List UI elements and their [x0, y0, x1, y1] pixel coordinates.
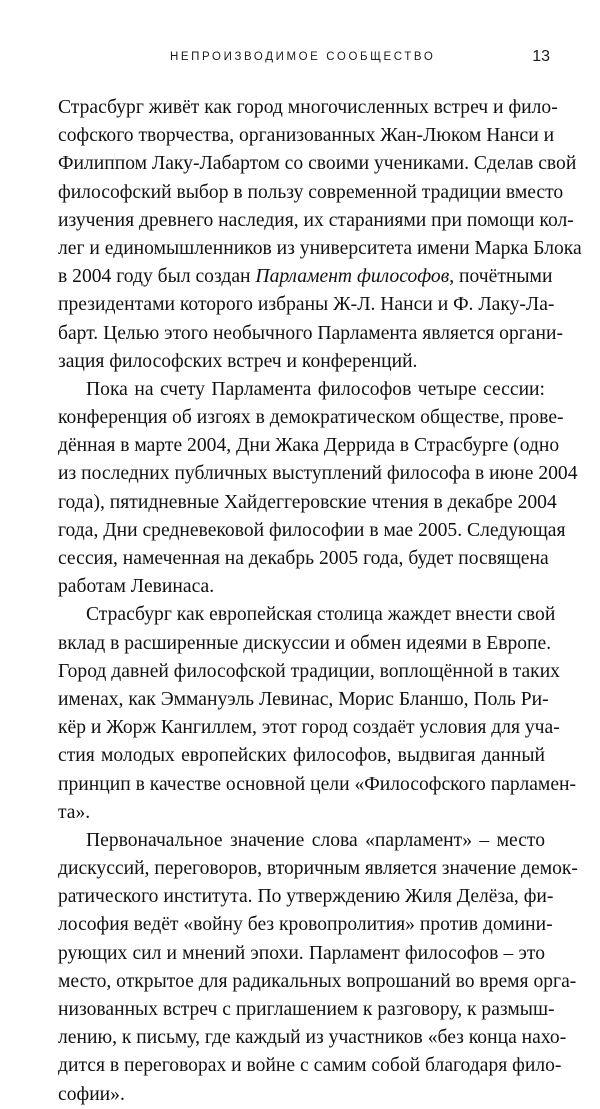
text-line: Страсбург как европейская столица жаждет внести свой: [86, 604, 556, 626]
text-run: , почётными: [449, 266, 553, 288]
text-line: Первоначальное значение слова «парламент» – место: [86, 829, 545, 851]
text-line: Филиппом Лаку-Лабартом со своими учениками. Сделав свой: [58, 153, 577, 175]
text-line: [58, 263, 553, 291]
page-number: 13: [532, 48, 550, 65]
text-line: работам Левинаса.: [58, 576, 215, 598]
text-line: Пока на счету Парламента философов четыре сессии:: [86, 378, 545, 400]
text-line: лению, к письму, где каждый из участников «без конца нахо-: [58, 1027, 567, 1049]
text-line: года), пятидневные Хайдеггеровские чтения в декабре 2004: [58, 491, 557, 513]
text-line: года, Дни средневековой философии в мае 2005. Следующая: [58, 519, 566, 541]
text-line: место, открытое для радикальных вопрошаний во время орга-: [58, 970, 577, 992]
text-line: вклад в расширенные дискуссии и обмен идеями в Европе.: [58, 632, 552, 654]
text-line: конференция об изгоях в демократическом обществе, прове-: [58, 407, 564, 429]
text-line: дится в переговорах и войне с самим собой благодаря фило-: [58, 1055, 562, 1077]
text-line: лег и единомышленников из университета имени Марка Блока: [58, 237, 582, 259]
text-line: философский выбор в пользу современной традиции вместо: [58, 181, 564, 203]
italic-title: Парламент философов: [255, 266, 450, 288]
body-text: [58, 94, 582, 1109]
text-line: рующих сил и мнений эпохи. Парламент философов – это: [58, 942, 545, 964]
text-line: сессия, намеченная на декабрь 2005 года, будет посвящена: [58, 548, 549, 569]
text-line: ратического института. По утверждению Жиля Делёза, фи-: [58, 886, 554, 908]
text-line: Город давней философской традиции, воплощённой в таких: [58, 660, 560, 682]
text-line: лософия ведёт «войну без кровопролития» против домини-: [58, 914, 553, 936]
text-line: кёр и Жорж Кангиллем, этот город создаёт условия для уча-: [58, 717, 560, 739]
text-line: принцип в качестве основной цели «Философского парламен-: [58, 773, 577, 795]
text-line: дискуссий, переговоров, вторичным является значение демок-: [58, 858, 578, 880]
text-line: софского творчества, организованных Жан-Люком Нанси и: [58, 125, 555, 147]
running-header: [58, 48, 550, 70]
text-line: барт. Целью этого необычного Парламента является органи-: [58, 322, 563, 344]
text-run: в 2004 году был создан: [58, 266, 256, 288]
text-line: стия молодых европейских философов, выдвигая данный: [58, 745, 545, 767]
text-line: зация философских встреч и конференций.: [58, 350, 418, 372]
paragraph: [58, 827, 578, 1109]
paragraph: [58, 601, 577, 827]
text-line: дённая в марте 2004, Дни Жака Деррида в Страсбурге (одно: [58, 435, 560, 457]
text-line: из последних публичных выступлений философа в июне 2004: [58, 463, 578, 485]
paragraph: [58, 376, 578, 602]
text-line: именах, как Эммануэль Левинас, Морис Бланшо, Поль Ри-: [58, 688, 549, 710]
running-title: НЕПРОИЗВОДИМОЕ СООБЩЕСТВО: [170, 51, 436, 63]
text-line: низованных встреч с приглашением к разговору, к размыш-: [58, 999, 555, 1020]
text-line: Страсбург живёт как город многочисленных встреч и фило-: [58, 97, 558, 118]
paragraph: [58, 94, 582, 376]
text-line: та».: [58, 801, 91, 823]
text-line: изучения древнего наследия, их стараниями при помощи кол-: [58, 209, 574, 231]
text-line: президентами которого избраны Ж-Л. Нанси и Ф. Лаку-Ла-: [58, 294, 555, 316]
text-line: софии».: [58, 1083, 125, 1105]
